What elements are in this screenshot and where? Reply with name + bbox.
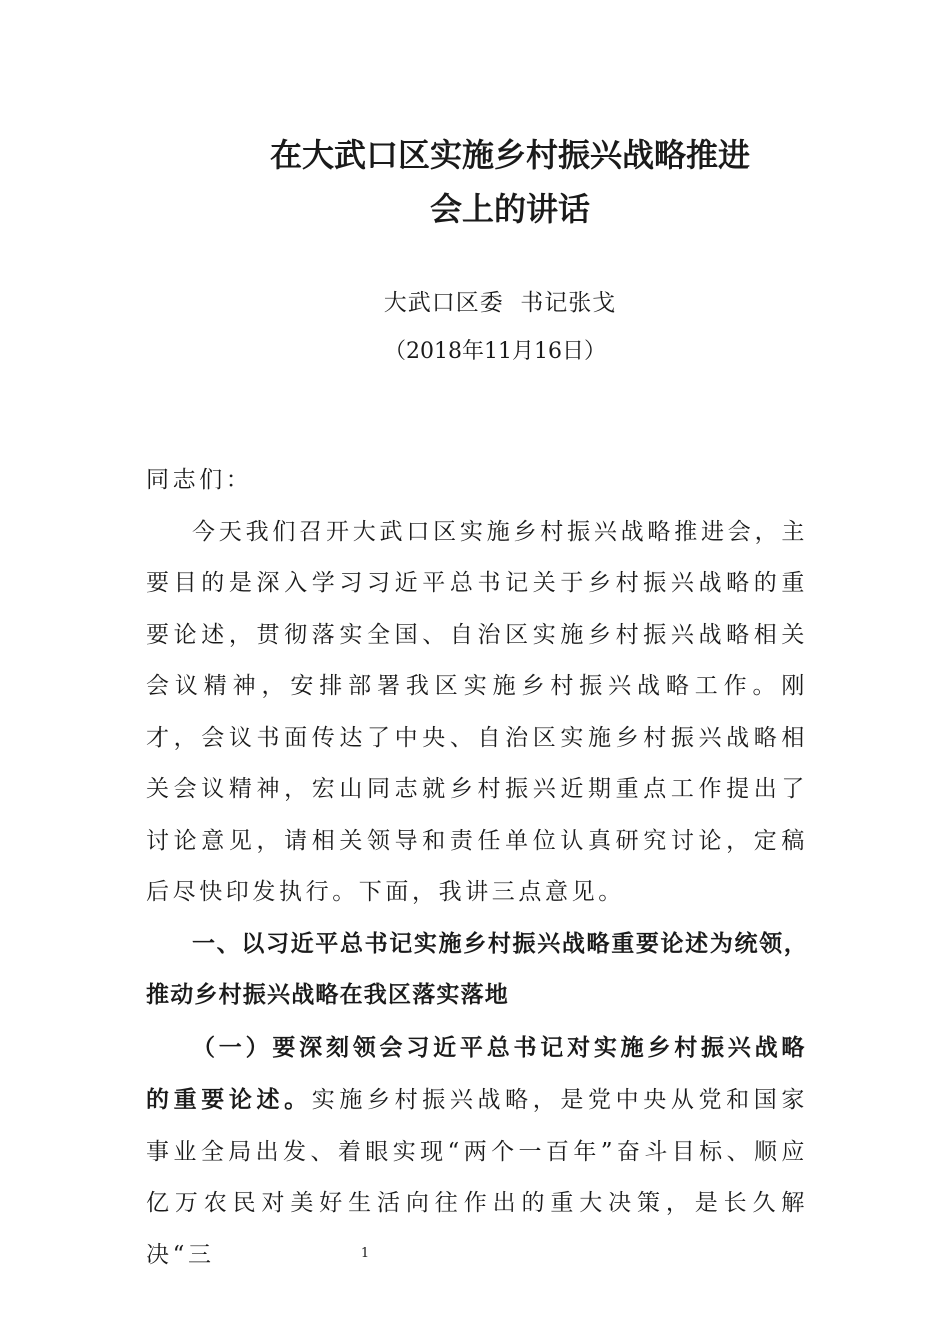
document-title [0, 128, 950, 236]
date-line: （2018年11月16日） [384, 339, 606, 364]
paragraph-1: 今天我们召开大武口区实施乡村振兴战略推进会，主要目的是深入学习习近平总书记关于乡村振兴战略的重要论述，贯彻落实全国、自治区实施乡村振兴战略相关会议精神，安排部署我区实施乡村振兴战略工作。刚才，会议书面传达了中央、自治区实施乡村振兴战略相关会议精神，宏山同志就乡村振兴近期重点工作提出了讨论意见，请相关领导和责任单位认真研究讨论，定稿后尽快印发执行。下面，我讲三点意见。 [146, 518, 808, 905]
title-line-2: 会上的讲话 [429, 190, 590, 228]
subsection-heading-1: （一）要深刻领会习近平总书记对实施乡村振兴战略的重要论述。 [146, 1033, 808, 1113]
subsection-text-1: 实施乡村振兴战略，是党中央从党和国家事业全局出发、着眼实现“两个一百年”奋斗目标、顺应亿万农民对美好生活向往作出的重大决策，是长久解决“三 [146, 1087, 808, 1268]
title-line-1: 在大武口区实施乡村振兴战略推进 [269, 136, 750, 174]
author-line: 大武口区委 书记张戈 [383, 290, 617, 316]
section-heading-1: 一、以习近平总书记实施乡村振兴战略重要论述为统领，推动乡村振兴战略在我区落实落地 [146, 930, 808, 1008]
page-number: 1 [360, 1246, 370, 1261]
subsection-paragraph-1 [146, 1022, 808, 1282]
document-body [146, 455, 808, 1281]
salutation: 同志们： [146, 467, 253, 493]
